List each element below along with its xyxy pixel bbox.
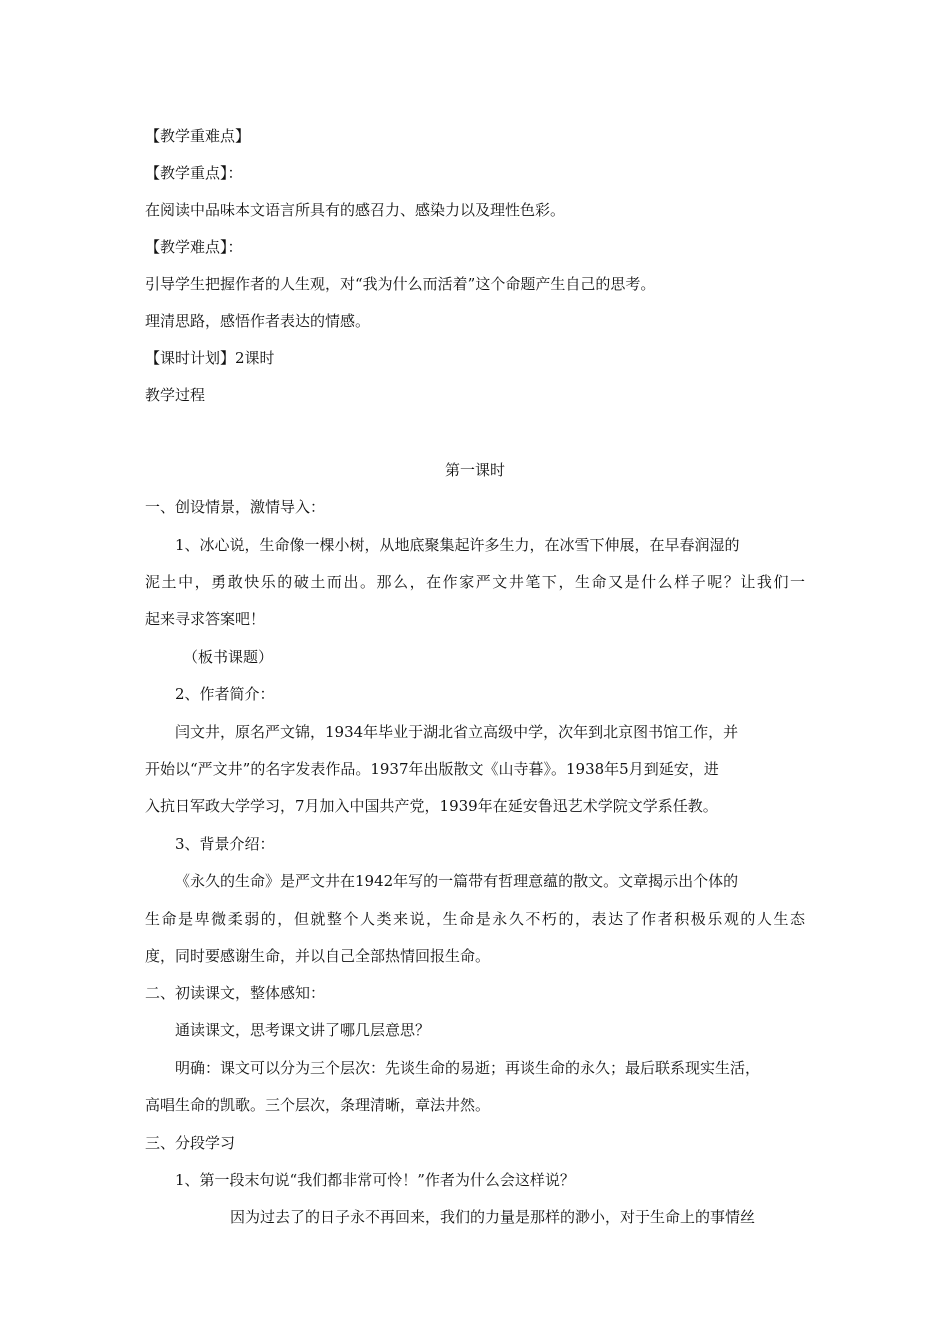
paragraph-line: 因为过去了的日子永不再回来，我们的力量是那样的渺小，对于生命上的事情丝: [230, 1208, 756, 1226]
paragraph-line: 明确：课文可以分为三个层次：先谈生命的易逝；再谈生命的永久；最后联系现实生活，: [175, 1059, 761, 1077]
paragraph-line: 生命是卑微柔弱的，但就整个人类来说，生命是永久不朽的，表达了作者积极乐观的人生态: [145, 910, 805, 928]
section-heading-segment-study: 三、分段学习: [145, 1134, 236, 1152]
subheading-difficult-point: 【教学难点】：: [145, 238, 243, 256]
paragraph-line: 《永久的生命》是严文井在1942年写的一篇带有哲理意蕴的散文。文章揭示出个体的: [175, 872, 739, 890]
section-heading-introduction: 一、创设情景，激情导入：: [145, 498, 326, 516]
subheading-author: 2、作者简介：: [175, 685, 275, 703]
paragraph-line: 入抗日军政大学学习，7月加入中国共产党，1939年在延安鲁迅艺术学院文学系任教。: [145, 797, 718, 815]
paragraph-line: 泥土中，勇敢快乐的破土而出。那么，在作家严文井笔下，生命又是什么样子呢？让我们一: [145, 573, 805, 591]
subheading-key-point: 【教学重点】：: [145, 164, 243, 182]
paragraph-line: 1、冰心说，生命像一棵小树，从地底聚集起许多生力，在冰雪下伸展，在早春润湿的: [175, 536, 740, 554]
section-heading-key-points: 【教学重难点】: [145, 127, 251, 145]
section-heading-schedule: 【课时计划】2课时: [145, 349, 275, 367]
question-line: 1、第一段末句说“我们都非常可怜！”作者为什么会这样说？: [175, 1171, 575, 1189]
paragraph-line: 通读课文，思考课文讲了哪几层意思？: [175, 1021, 431, 1039]
section-heading-first-reading: 二、初读课文，整体感知：: [145, 984, 326, 1002]
board-note: （板书课题）: [183, 648, 274, 666]
lesson-title: 第一课时: [444, 461, 505, 479]
paragraph-line: 起来寻求答案吧！: [145, 610, 266, 628]
paragraph-line: 高唱生命的凯歌。三个层次，条理清晰，章法井然。: [145, 1096, 491, 1114]
paragraph-line: 引导学生把握作者的人生观，对“我为什么而活着”这个命题产生自己的思考。: [145, 275, 656, 293]
paragraph-line: 在阅读中品味本文语言所具有的感召力、感染力以及理性色彩。: [145, 201, 566, 219]
section-heading-process: 教学过程: [145, 386, 206, 404]
subheading-background: 3、背景介绍：: [175, 835, 275, 853]
paragraph-line: 闫文井，原名严文锦，1934年毕业于湖北省立高级中学，次年到北京图书馆工作，并: [175, 723, 739, 741]
paragraph-line: 开始以“严文井”的名字发表作品。1937年出版散文《山寺暮》。1938年5月到延安，进: [145, 760, 719, 778]
paragraph-line: 度，同时要感谢生命，并以自己全部热情回报生命。: [145, 947, 491, 965]
paragraph-line: 理清思路，感悟作者表达的情感。: [145, 312, 371, 330]
